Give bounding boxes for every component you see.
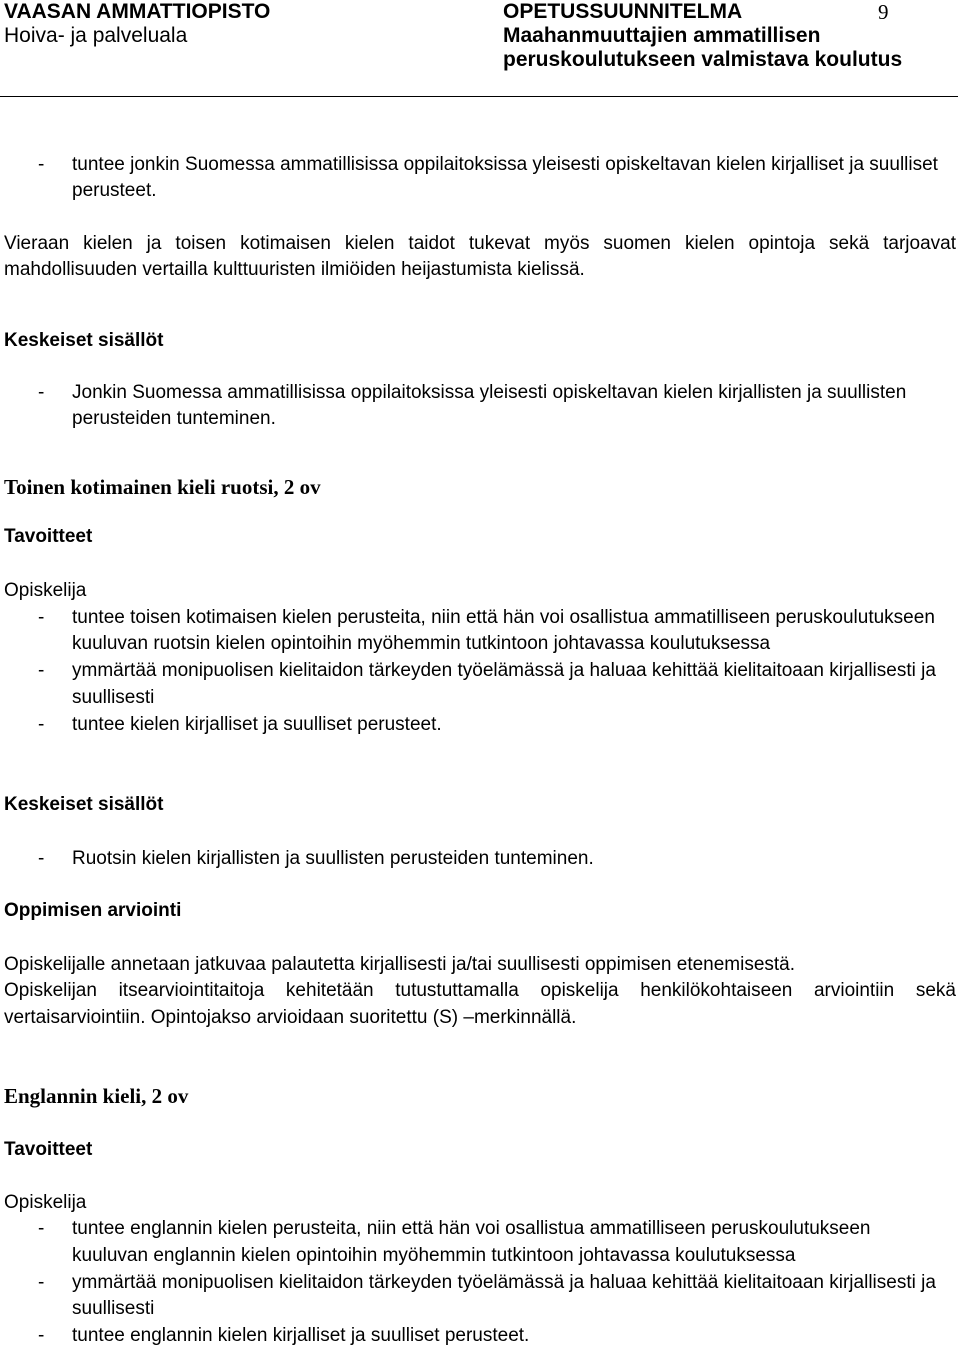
section-title-english: Englannin kieli, 2 ov [4,1083,189,1108]
goals-heading: Tavoitteet [4,1138,93,1160]
list-item-text: tuntee kielen kirjalliset ja suulliset perusteet. [72,713,442,735]
list-marker: - [38,606,45,628]
english-goal-list [0,1216,956,1350]
list-marker: - [38,847,45,869]
header-divider [0,96,958,97]
swedish-goal-list [0,605,956,739]
learner-label: Opiskelija [4,1191,87,1213]
list-item [0,658,956,712]
list-marker: - [38,713,45,735]
list-item [0,846,956,873]
list-item [0,605,956,659]
document-type: OPETUSSUUNNITELMA [503,0,743,23]
list-item-text: ymmärtää monipuolisen kielitaidon tärkeyden työelämässä ja haluaa kehittää kielitaitoaan kirjallisesti ja suullisesti [72,1271,936,1320]
list-marker: - [38,1325,45,1347]
list-item-text: tuntee englannin kielen kirjalliset ja suulliset perusteet. [72,1325,530,1347]
intro-goal-list [0,152,956,206]
list-item [0,380,956,434]
goals-heading: Tavoitteet [4,525,93,547]
intro-contents-list [0,380,956,434]
header-left [4,0,270,48]
section-title-swedish: Toinen kotimainen kieli ruotsi, 2 ov [4,474,321,499]
assessment-text [4,952,956,1032]
header-center [503,0,902,72]
list-item-text: tuntee englannin kielen perusteita, niin että hän voi osallistua ammatilliseen peruskoulutukseen kuuluvan englannin kielen opintoihin myöhemmin tutkintoon johtavassa koulutuksessa [72,1218,871,1266]
list-item-text: tuntee toisen kotimaisen kielen perusteita, niin että hän voi osallistua ammatilliseen peruskoulutukseen kuuluvan ruotsin kielen opintoihin myöhemmin tutkintoon johtavassa koulutuksessa [72,606,935,655]
page-number: 9 [878,0,889,24]
list-marker: - [38,153,45,175]
organization-name: VAASAN AMMATTIOPISTO [4,0,271,23]
list-item-text: ymmärtää monipuolisen kielitaidon tärkeyden työelämässä ja haluaa kehittää kielitaitoaan kirjallisesti ja suullisesti [72,660,936,708]
learner-label: Opiskelija [4,579,87,601]
program-name-line-2: peruskoulutukseen valmistava koulutus [503,48,903,71]
contents-heading: Keskeiset sisällöt [4,793,164,815]
field-name: Hoiva- ja palveluala [4,24,188,47]
program-name-line-1: Maahanmuuttajien ammatillisen [503,24,821,47]
list-marker: - [38,1271,45,1293]
list-marker: - [38,660,45,682]
list-marker: - [38,381,45,403]
assessment-paragraph: Opiskelijalle annetaan jatkuvaa palautetta kirjallisesti ja/tai suullisesti oppimisen etenemisestä. [4,953,796,975]
list-marker: - [38,1218,45,1239]
list-item-text: Jonkin Suomessa ammatillisissa oppilaitoksissa yleisesti opiskeltavan kielen kirjallisten ja suullisten perusteiden tunteminen. [72,381,907,430]
intro-contents-heading: Keskeiset sisällöt [4,329,164,351]
swedish-contents-list [0,846,956,873]
list-item-text: Ruotsin kielen kirjallisten ja suullisten perusteiden tunteminen. [72,847,594,869]
list-item [0,1216,956,1270]
assessment-paragraph: Opiskelijan itsearviointitaitoja kehitetään tutustuttamalla opiskelija henkilökohtaiseen arviointiin sekä vertaisarviointiin. Opintojakso arvioidaan suoritettu (S) –merkinnällä. [4,980,956,1029]
list-item [0,1323,956,1350]
assessment-heading: Oppimisen arviointi [4,899,182,921]
list-item [0,1270,956,1324]
list-item [0,152,956,206]
intro-paragraph: Vieraan kielen ja toisen kotimaisen kielen taidot tukevat myös suomen kielen opintoja sekä tarjoavat mahdollisuuden vertailla kulttuuristen ilmiöiden heijastumista kielissä. [4,232,956,281]
list-item-text: tuntee jonkin Suomessa ammatillisissa oppilaitoksissa yleisesti opiskeltavan kielen kirjalliset ja suulliset perusteet. [72,153,938,202]
list-item [0,712,956,739]
